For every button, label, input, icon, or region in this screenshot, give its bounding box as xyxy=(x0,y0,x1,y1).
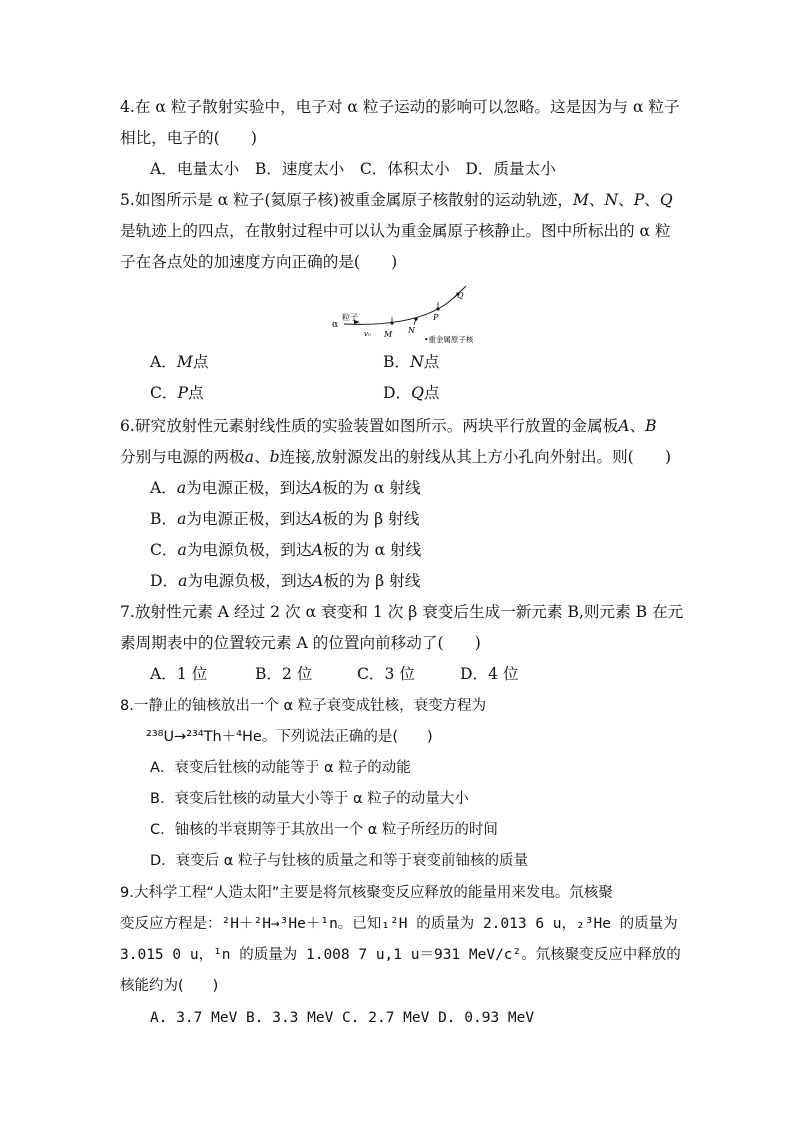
q8-option-a: A．衰变后钍核的动能等于 α 粒子的动能 xyxy=(150,760,411,776)
q9-stem-line1: 9.大科学工程“人造太阳”主要是将氘核聚变反应释放的能量用来发电。氘核聚 xyxy=(120,885,613,901)
q9-options: A. 3.7 MeV B. 3.3 MeV C. 2.7 MeV D. 0.93 MeV xyxy=(150,1010,535,1026)
q8-option-c: C．铀核的半衰期等于其放出一个 α 粒子所经历的时间 xyxy=(150,822,498,838)
q8-stem-line1: 8.一静止的铀核放出一个 α 粒子衰变成钍核，衰变方程为 xyxy=(120,698,487,714)
figure-label-n: N xyxy=(408,326,415,335)
q7-option-a: A．1 位 xyxy=(150,665,208,683)
q6-stem-line2: 分别与电源的两极a、b连接,放射源发出的射线从其上方小孔向外射出。则( ) xyxy=(120,448,672,466)
q6-option-d: D．a为电源负极，到达A板的为 β 射线 xyxy=(150,572,421,590)
trajectory-curve xyxy=(344,286,466,324)
q6-option-c: C．a为电源负极，到达A板的为 α 射线 xyxy=(150,541,422,559)
figure-label-m: M xyxy=(384,330,393,339)
q5-stem-line2: 是轨迹上的四点，在散射过程中可以认为重金属原子核静止。图中所标出的 α 粒 xyxy=(120,222,671,240)
figure-label-alpha: α xyxy=(332,320,339,330)
q7-option-d: D．4 位 xyxy=(460,665,519,683)
figure-label-p: P xyxy=(433,313,439,322)
figure-label-particle: 粒子 xyxy=(342,313,358,322)
q8-equation: ²³⁸U→²³⁴Th＋⁴He。下列说法正确的是( ) xyxy=(146,729,433,745)
q6-option-a: A．a为电源正极，到达A板的为 α 射线 xyxy=(150,479,421,497)
q6-stem-line1: 6.研究放射性元素射线性质的实验装置如图所示。两块平行放置的金属板A、B xyxy=(120,417,657,435)
q9-stem-line4: 核能约为( ) xyxy=(120,978,219,994)
q5-stem-line3: 子在各点处的加速度方向正确的是( ) xyxy=(120,253,398,271)
q9-stem-line2: 变反应方程是：²H＋²H→³He＋¹n。已知₁²H 的质量为 2.013 6 u，₂³He 的质量为 xyxy=(120,916,678,932)
q8-option-d: D．衰变后 α 粒子与钍核的质量之和等于衰变前铀核的质量 xyxy=(150,853,528,869)
figure-label-v0: v₀ xyxy=(364,330,371,338)
q5-option-b: B．N点 xyxy=(383,353,440,371)
alpha-scattering-figure xyxy=(328,282,498,348)
q7-stem-line1: 7.放射性元素 A 经过 2 次 α 衰变和 1 次 β 衰变后生成一新元素 B,则元素 B 在元 xyxy=(120,603,684,621)
q4-stem-line1: 4.在 α 粒子散射实验中，电子对 α 粒子运动的影响可以忽略。这是因为与 α 粒子 xyxy=(120,98,680,116)
q5-stem-line1: 5.如图所示是 α 粒子(氦原子核)被重金属原子核散射的运动轨迹，M、N、P、Q xyxy=(120,191,673,209)
q5-option-d: D．Q点 xyxy=(383,384,440,402)
figure-label-nucleus: •重金属原子核 xyxy=(424,335,474,344)
q4-stem-line2: 相比，电子的( ) xyxy=(120,129,257,147)
q7-stem-line2: 素周期表中的位置较元素 A 的位置向前移动了( ) xyxy=(120,634,481,652)
q7-option-c: C．3 位 xyxy=(357,665,415,683)
q5-option-c: C．P点 xyxy=(150,384,204,402)
q7-option-b: B．2 位 xyxy=(255,665,313,683)
q9-stem-line3: 3.015 0 u，¹n 的质量为 1.008 7 u,1 u＝931 MeV/c²。氘核聚变反应中释放的 xyxy=(120,947,681,963)
q8-option-b: B．衰变后钍核的动量大小等于 α 粒子的动量大小 xyxy=(150,791,469,807)
q6-option-b: B．a为电源正极，到达A板的为 β 射线 xyxy=(150,510,420,528)
figure-label-q: Q xyxy=(457,291,464,300)
q4-options: A．电量太小 B．速度太小 C．体积太小 D．质量太小 xyxy=(150,160,556,178)
q5-option-a: A．M点 xyxy=(150,353,209,371)
